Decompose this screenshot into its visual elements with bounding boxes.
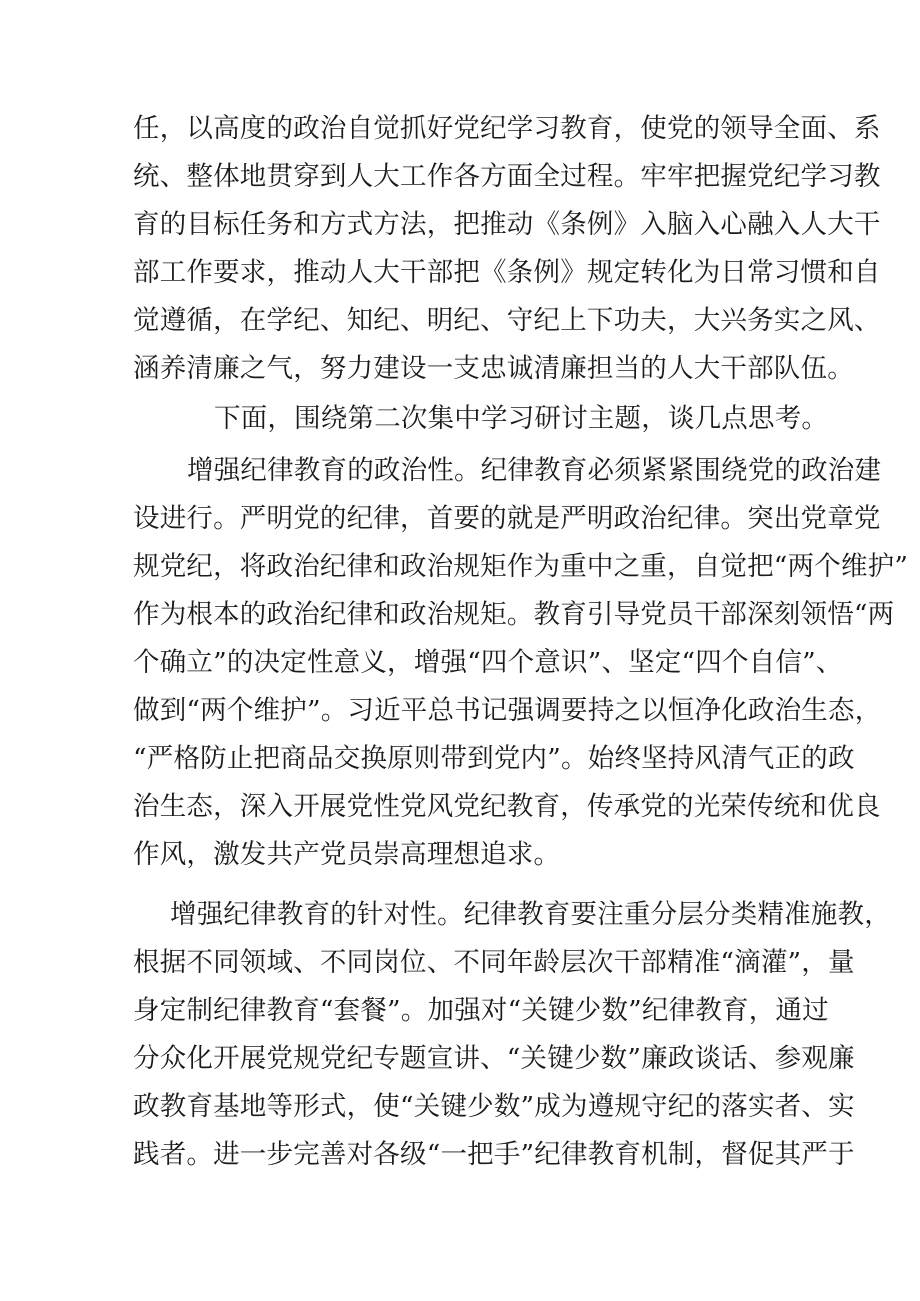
text-line: 部工作要求，推动人大干部把《条例》规定转化为日常习惯和自 bbox=[133, 257, 881, 288]
text-line: 增强纪律教育的政治性。纪律教育必须紧紧围绕党的政治建 bbox=[187, 455, 882, 486]
text-line: 政教育基地等形式，使“关键少数”成为遵规守纪的落实者、实 bbox=[133, 1091, 855, 1122]
text-line: “严格防止把商品交换原则带到党内”。始终坚持风清气正的政 bbox=[133, 743, 855, 774]
text-line: 分众化开展党规党纪专题宣讲、“关键少数”廉政谈话、参观廉 bbox=[133, 1043, 855, 1074]
text-line: 做到“两个维护”。习近平总书记强调要持之以恒净化政治生态， bbox=[133, 695, 882, 726]
text-line: 身定制纪律教育“套餐”。加强对“关键少数”纪律教育，通过 bbox=[133, 995, 829, 1026]
text-line: 践者。进一步完善对各级“一把手”纪律教育机制，督促其严于 bbox=[133, 1139, 855, 1170]
text-line: 涵养清廉之气，努力建设一支忠诚清廉担当的人大干部队伍。 bbox=[133, 353, 854, 384]
text-line: 根据不同领域、不同岗位、不同年龄层次干部精准“滴灌”，量 bbox=[133, 947, 855, 978]
text-line: 作为根本的政治纪律和政治规矩。教育引导党员干部深刻领悟“两 bbox=[133, 599, 895, 630]
text-line: 统、整体地贯穿到人大工作各方面全过程。牢牢把握党纪学习教 bbox=[133, 161, 881, 192]
text-line: 作风，激发共产党员崇高理想追求。 bbox=[133, 839, 561, 870]
text-line: 育的目标任务和方式方法，把推动《条例》入脑入心融入人大干 bbox=[133, 209, 881, 240]
text-line: 增强纪律教育的针对性。纪律教育要注重分层分类精准施教， bbox=[170, 899, 891, 930]
text-line: 规党纪，将政治纪律和政治规矩作为重中之重，自觉把“两个维护” bbox=[133, 551, 909, 582]
text-line: 治生态，深入开展党性党风党纪教育，传承党的光荣传统和优良 bbox=[133, 791, 881, 822]
text-line: 设进行。严明党的纪律，首要的就是严明政治纪律。突出党章党 bbox=[133, 503, 881, 534]
text-line: 个确立”的决定性意义，增强“四个意识”、坚定“四个自信”、 bbox=[133, 647, 843, 678]
text-line: 下面，围绕第二次集中学习研讨主题，谈几点思考。 bbox=[214, 403, 829, 434]
text-line: 觉遵循，在学纪、知纪、明纪、守纪上下功夫，大兴务实之风、 bbox=[133, 305, 881, 336]
text-line: 任，以高度的政治自觉抓好党纪学习教育，使党的领导全面、系 bbox=[133, 113, 881, 144]
